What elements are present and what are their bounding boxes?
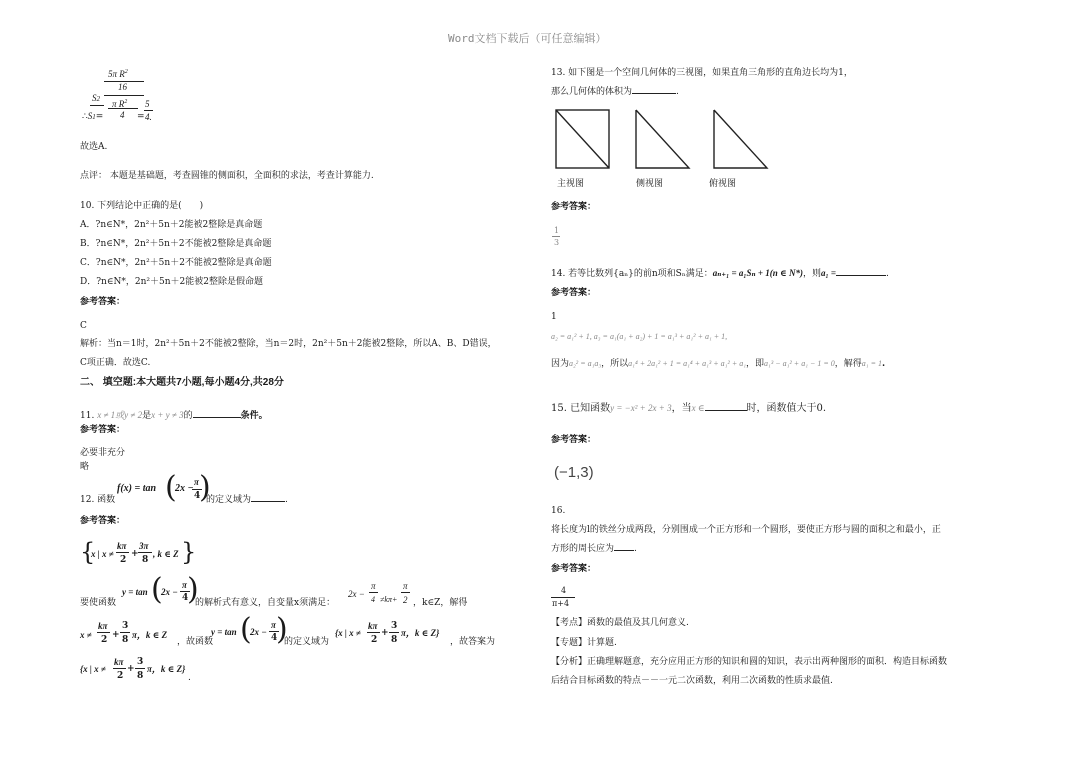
sol2-paren-close: ) <box>276 612 288 647</box>
sol2-pik: π，k ∈ Z <box>132 630 168 640</box>
q16-fenxi-2: 后结合目标函数的特点－－一元二次函数，利用二次函数的性质求最值. <box>551 676 833 686</box>
q15-stem: 15. 已知函数y = −x² + 2x + 3，当x ∈ 时，函数值大于0. <box>551 403 827 414</box>
q15-answer-label: 参考答案： <box>551 435 597 445</box>
brace-close: } <box>181 538 197 566</box>
ans-eight: 8 <box>142 555 149 565</box>
frac-top-denominator: 16 <box>118 82 127 92</box>
sol1-ytan: y = tan <box>122 587 148 597</box>
side-view-triangle <box>636 110 689 168</box>
q13-stem-2: 那么几何体的体积为 . <box>551 87 679 97</box>
frac-line-s <box>90 105 104 106</box>
sol2-x-neq: x ≠ <box>80 630 92 640</box>
sol2-tail: ，故答案为 <box>450 637 496 647</box>
sol2-domain: 的定义域为 <box>284 637 330 647</box>
front-view-label: 主视图 <box>557 179 585 189</box>
ans-two: 2 <box>120 555 127 565</box>
sol2-frac-line-5 <box>389 632 399 633</box>
q14-line-1: a₂ = a₁² + 1, a₃ = a₁(a₁ + a₂) + 1 = a₁³ + a₁² + a₁ + 1, <box>551 332 728 341</box>
q12-func: f(x) = tan <box>117 483 157 494</box>
sol1-mid: 的解析式有意义，自变量x须满足： <box>195 598 336 608</box>
q14-answer: 1 <box>551 312 557 322</box>
sol2-frac-line-1 <box>97 632 110 633</box>
sol2-set-kpi: kπ <box>368 621 378 631</box>
q13-answer-den: 3 <box>554 238 560 247</box>
sol1-half-frac-line <box>401 592 410 593</box>
sol1-pi: π <box>182 580 187 590</box>
q12-paren-open: ( <box>165 470 177 505</box>
result-denominator: 4. <box>145 112 152 122</box>
s2-label: S2 <box>92 93 100 103</box>
q11-omit: 略 <box>80 462 90 472</box>
q10-option-d: D．?n∈N*，2n²＋5n＋2能被2整除是假命题 <box>80 277 263 287</box>
q13-answer-line <box>552 236 560 237</box>
final-set-open: {x | x ≠ <box>80 664 106 674</box>
q13-answer-label: 参考答案： <box>551 202 597 212</box>
sol2-paren-open: ( <box>240 612 252 647</box>
front-view-square <box>556 110 609 168</box>
therefore-line: ∴S1= <box>82 111 104 122</box>
ans-kz: , k ∈ Z <box>153 549 179 559</box>
q10-answer: C <box>80 321 87 331</box>
q16-answer-label: 参考答案： <box>551 564 597 574</box>
sol2-inner: 2x − <box>250 627 267 637</box>
page-header: Word文档下载后（可任意编辑） <box>448 32 607 45</box>
sol2-pi: π <box>271 620 276 630</box>
sol1-neq-kpi: ≠kπ+ <box>380 595 398 604</box>
sol1-pre: 要使函数 <box>80 598 117 608</box>
sol2-set-three: 3 <box>391 621 398 631</box>
sol1-half-pi: π <box>403 581 408 591</box>
q10-explain-2: C项正确．故选C. <box>80 358 151 368</box>
q12-num: 12. 函数 <box>80 495 116 505</box>
ans-kpi: kπ <box>117 541 127 551</box>
q10-answer-label: 参考答案： <box>80 297 126 307</box>
q12-answer-label: 参考答案： <box>80 516 126 526</box>
final-three: 3 <box>137 657 144 667</box>
sol1-cond-frac-line <box>369 592 378 593</box>
ans-plus: + <box>131 549 139 559</box>
q14-answer-label: 参考答案： <box>551 288 597 298</box>
q16-zhuanti: 【专题】计算题. <box>551 638 617 648</box>
ans-frac-line-2 <box>138 552 152 553</box>
ans-frac-line-1 <box>116 552 129 553</box>
q16-answer-num: 4 <box>561 586 567 595</box>
q16-num: 16. <box>551 506 566 516</box>
q10-option-c: C．?n∈N*，2n²＋5n＋2不能被2整除是真命题 <box>80 258 272 268</box>
sol2-frac-line-2 <box>120 632 130 633</box>
sol1-cond-left: 2x − <box>348 589 365 599</box>
final-eight: 8 <box>137 671 144 681</box>
sol2-set-plus: + <box>381 628 389 638</box>
q14-line-2: 因为a₂² = a₁a₃，所以a₁⁴ + 2a₁² + 1 = a₁⁴ + a₁³ + a₁² + a₁，即a₁³ − a₁² + a₁ − 1 = 0，解得a₁ = 1. <box>551 359 886 369</box>
frac-top-numerator: 5π $R^2$ <box>108 69 128 79</box>
sol2-set-two: 2 <box>371 635 378 645</box>
sol2-set-close: π，k ∈ Z} <box>401 628 440 638</box>
sol1-paren-open: ( <box>151 572 163 607</box>
side-view-label: 侧视图 <box>636 179 664 189</box>
q16-answer-line <box>551 597 575 598</box>
q12-pi: π <box>194 477 199 487</box>
q12-paren-close: ) <box>199 470 211 505</box>
comment-line: 点评： 本题是基础题，考查圆锥的侧面积，全面积的求法，考查计算能力. <box>80 171 374 181</box>
sol2-frac-line-4 <box>367 632 380 633</box>
q14-stem: 14. 若等比数列{aₙ}的前n项和Sₙ满足：aₙ₊₁ = a₁Sₙ + 1(n ∈ N*)，则a₁ = . <box>551 268 889 279</box>
sol1-inner: 2x − <box>161 587 178 597</box>
q11-line: 11. x ≠ 1或y ≠ 2是x + y ≠ 3的 条件。 <box>80 410 268 421</box>
q13-stem-1: 13. 如下图是一个空间几何体的三视图，如果直角三角形的直角边长均为1， <box>551 68 853 78</box>
sol2-three: 3 <box>122 621 129 631</box>
top-view-label: 俯视图 <box>709 179 737 189</box>
final-plus: + <box>127 664 135 674</box>
sol2-four: 4 <box>271 633 278 643</box>
final-set-close: π，k ∈ Z} <box>147 664 186 674</box>
sol2-ytan: y = tan <box>211 627 237 637</box>
final-frac-line-1 <box>113 668 126 669</box>
frac-bottom-denominator: 4 <box>120 110 125 120</box>
q10-option-a: A．?n∈N*，2n²＋5n＋2能被2整除是真命题 <box>80 220 263 230</box>
sol2-set-eight: 8 <box>391 635 398 645</box>
sol2-mid: ，故函数 <box>177 637 214 647</box>
q15-answer: (−1,3) <box>554 464 594 481</box>
sol1-cond-four: 4 <box>371 595 375 604</box>
q16-stem-2: 方形的周长应为 . <box>551 544 637 554</box>
ans-3pi: 3π <box>139 541 149 551</box>
final-frac-line-2 <box>135 668 145 669</box>
brace-open: { <box>80 538 96 566</box>
sol1-cond-pi: π <box>371 581 376 591</box>
q10-explain-1: 解析：当n＝1时，2n²＋5n＋2不能被2整除，当n＝2时，2n²＋5n＋2能被2整除，所以A、B、D错误， <box>80 339 497 349</box>
final-kpi: kπ <box>114 657 124 667</box>
q16-fenxi-1: 【分析】正确理解题意，充分应用正方形的知识和圆的知识，表示出两种图形的面积．构造目标函数 <box>551 657 948 667</box>
q16-answer-den: π+4 <box>552 599 570 608</box>
sol1-half-two: 2 <box>403 595 408 605</box>
sol2-kpi: kπ <box>98 621 108 631</box>
sol2-eight: 8 <box>122 635 129 645</box>
ans-x-neq: x | x ≠ <box>91 549 114 559</box>
eq2: = <box>137 112 145 122</box>
final-two: 2 <box>117 671 124 681</box>
frac-bottom-numerator: π $R^2$ <box>112 99 128 109</box>
q11-answer: 必要非充分 <box>80 448 126 458</box>
q12-inner: 2x − <box>175 483 194 494</box>
sol1-tail: ，k∈Z，解得 <box>413 598 468 608</box>
q11-answer-label: 参考答案： <box>80 425 126 435</box>
top-view-triangle <box>714 110 767 168</box>
q10-option-b: B．?n∈N*，2n²＋5n＋2不能被2整除是真命题 <box>80 239 272 249</box>
sol1-four: 4 <box>182 593 189 603</box>
q10-stem: 10. 下列结论中正确的是( ) <box>80 201 204 211</box>
sol1-paren-close: ) <box>187 572 199 607</box>
sol2-set-open: {x | x ≠ <box>335 628 361 638</box>
choose-a: 故选A. <box>80 142 108 152</box>
q13-answer-num: 1 <box>554 226 560 235</box>
q12-four: 4 <box>194 491 201 501</box>
sol2-plus: + <box>112 630 120 640</box>
q16-kaodian: 【考点】函数的最值及其几何意义. <box>551 618 689 628</box>
q12-domain: 的定义域为 . <box>206 495 288 505</box>
final-period: . <box>188 673 191 683</box>
sol2-two: 2 <box>101 635 108 645</box>
result-numerator: 5 <box>145 99 150 109</box>
three-view-figure <box>554 108 774 172</box>
section-heading: 二、 填空题:本大题共7小题,每小题4分,共28分 <box>80 377 284 388</box>
q16-stem-1: 将长度为l的铁丝分成两段，分别围成一个正方形和一个圆形，要使正方形与圆的面积之和最小，正 <box>551 525 941 535</box>
